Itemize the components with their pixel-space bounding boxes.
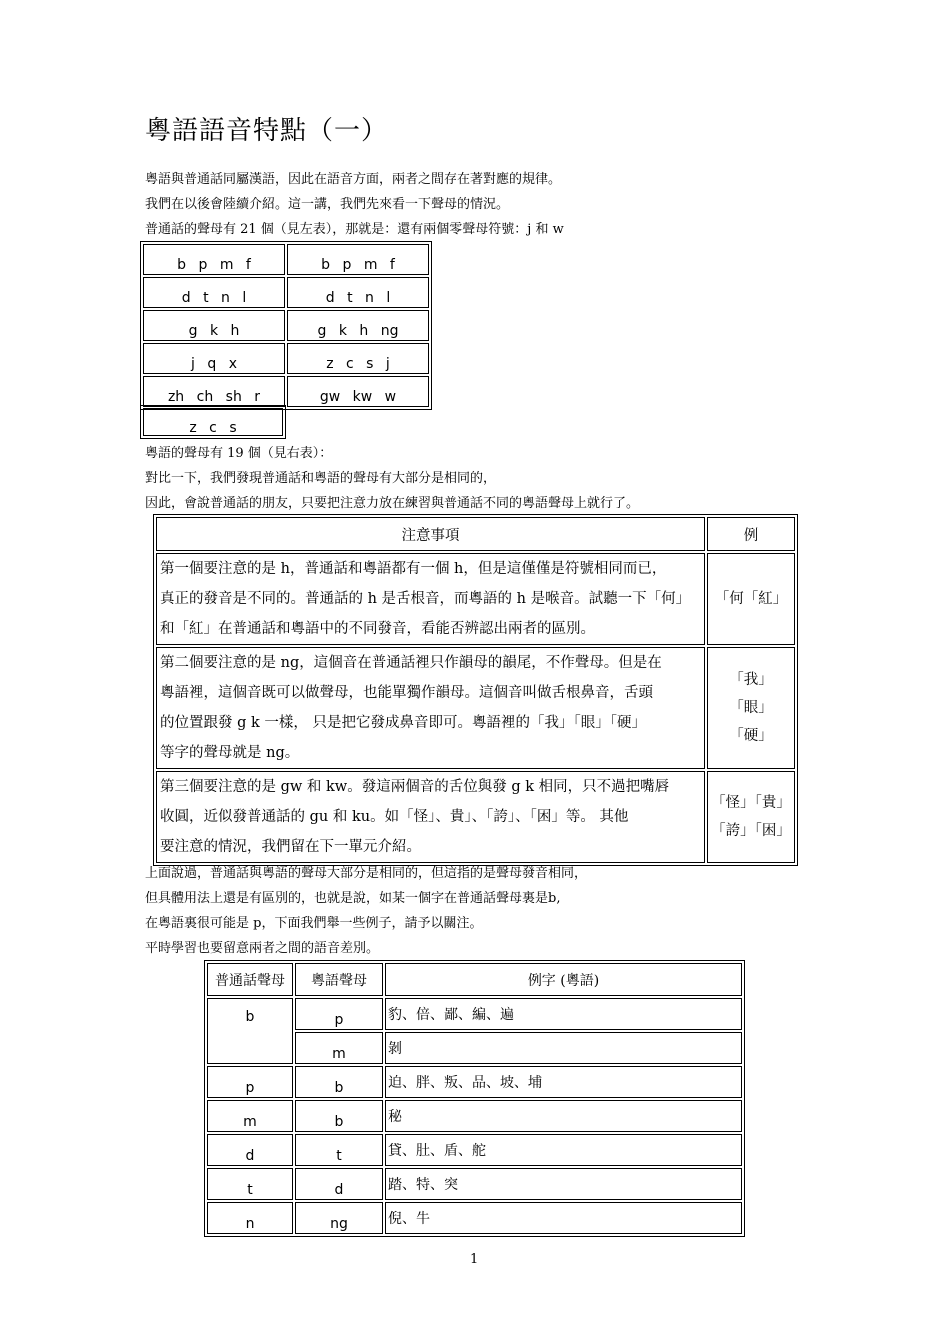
note-line: 第三個要注意的是 gw 和 kw。發這兩個音的舌位與發 g k 相同，只不過把嘴唇 [160, 779, 670, 795]
table-row [143, 277, 429, 308]
column-header-examples: 例字 (粵語) [385, 963, 742, 996]
cantonese-initial: m [295, 1032, 383, 1064]
example-line: 「何「紅」 [714, 591, 788, 607]
note-line: 的位置跟發 g k 一樣， 只是把它發成鼻音即可。粵語裡的「我」「眼」「硬」 [160, 715, 647, 731]
consonant-table [140, 241, 432, 410]
note-line: 要注意的情況，我們留在下一單元介紹。 [160, 839, 421, 855]
mandarin-consonants: j q x [143, 343, 285, 374]
cantonese-consonants: d t n l [287, 277, 429, 308]
body-line-5: 但具體用法上還是有區別的，也就是說，如某一個字在普通話聲母裏是b, [145, 891, 561, 906]
cantonese-initial: b [295, 1066, 383, 1098]
table-row [207, 998, 742, 1030]
note-text [156, 553, 705, 645]
notes-table [153, 514, 798, 866]
table-header-row [156, 517, 795, 551]
note-example [707, 553, 795, 645]
table-row [156, 553, 795, 645]
cantonese-initial: t [295, 1134, 383, 1166]
cantonese-initial: p [295, 998, 383, 1030]
table-row [143, 343, 429, 374]
column-header-mandarin: 普通話聲母 [207, 963, 293, 996]
note-example [707, 647, 795, 769]
cantonese-initial: b [295, 1100, 383, 1132]
table-header-row [207, 963, 742, 996]
table-row [156, 771, 795, 863]
body-line-4: 上面說過，普通話與粵語的聲母大部分是相同的，但這指的是聲母發音相同， [145, 866, 588, 881]
mandarin-initial: d [207, 1134, 293, 1166]
cantonese-initial: ng [295, 1202, 383, 1234]
mandarin-consonants: z c s [143, 408, 283, 436]
body-line-2: 對比一下，我們發現普通話和粵語的聲母有大部分是相同的， [145, 471, 497, 486]
column-header-cantonese: 粵語聲母 [295, 963, 383, 996]
table-row [207, 1134, 742, 1166]
example-line: 「誇」「困」 [711, 823, 791, 839]
note-text [156, 771, 705, 863]
cantonese-consonants: g k h ng [287, 310, 429, 341]
cantonese-consonants: gw kw w [287, 376, 429, 407]
intro-line-1: 粵語與普通話同屬漢語，因此在語音方面，兩者之間存在著對應的規律。 [145, 172, 562, 187]
mandarin-consonants: d t n l [143, 277, 285, 308]
mandarin-initial: m [207, 1100, 293, 1132]
table-row [207, 1100, 742, 1132]
body-line-3: 因此，會說普通話的朋友，只要把注意力放在練習與普通話不同的粵語聲母上就行了。 [145, 496, 640, 511]
example-line: 「眼」 [729, 700, 773, 716]
note-line: 粵語裡，這個音既可以做聲母，也能單獨作韻母。這個音叫做舌根鼻音，舌頭 [160, 685, 653, 701]
mandarin-consonants: b p m f [143, 244, 285, 275]
cantonese-initial: d [295, 1168, 383, 1200]
example-chars: 豹、倍、鄙、編、遍 [385, 998, 742, 1030]
example-line: 「我」 [729, 672, 773, 688]
intro-line-3: 普通話的聲母有 21 個（見左表），那就是：還有兩個零聲母符號：j 和 w [145, 222, 564, 237]
table-row [143, 244, 429, 275]
example-line: 「硬」 [729, 728, 773, 744]
intro-line-2: 我們在以後會陸續介紹。這一講，我們先來看一下聲母的情況。 [145, 197, 510, 212]
note-line: 第二個要注意的是 ng，這個音在普通話裡只作韻母的韻尾，不作聲母。但是在 [160, 655, 662, 671]
example-chars: 倪、牛 [385, 1202, 742, 1234]
mandarin-initial: n [207, 1202, 293, 1234]
example-chars: 剝 [385, 1032, 742, 1064]
mandarin-consonants: g k h [143, 310, 285, 341]
note-example [707, 771, 795, 863]
mandarin-initial: t [207, 1168, 293, 1200]
mandarin-initial: p [207, 1066, 293, 1098]
example-line: 「怪」「貴」 [711, 795, 791, 811]
note-line: 和「紅」在普通話和粵語中的不同發音，看能否辨認出兩者的區別。 [160, 621, 595, 637]
table-row [143, 376, 429, 407]
example-chars: 貸、肚、盾、舵 [385, 1134, 742, 1166]
consonant-table-last-row [140, 405, 286, 439]
initials-mapping-table [204, 960, 745, 1237]
table-row [156, 647, 795, 769]
table-row [207, 1202, 742, 1234]
mandarin-initial: b [207, 998, 293, 1064]
example-chars: 踏、特、突 [385, 1168, 742, 1200]
note-line: 真正的發音是不同的。普通話的 h 是舌根音，而粵語的 h 是喉音。試聽一下「何」 [160, 591, 691, 607]
example-chars: 秘 [385, 1100, 742, 1132]
table-row [143, 310, 429, 341]
body-line-1: 粵語的聲母有 19 個（見右表）： [145, 446, 333, 461]
table-row [207, 1066, 742, 1098]
body-line-7: 平時學習也要留意兩者之間的語音差別。 [145, 941, 380, 956]
example-chars: 迫、胖、叛、品、坡、埔 [385, 1066, 742, 1098]
body-line-6: 在粵語裏很可能是 p，下面我們舉一些例子，請予以關注。 [145, 916, 483, 931]
note-line: 第一個要注意的是 h，普通話和粵語都有一個 h，但是這僅僅是符號相同而已， [160, 561, 667, 577]
cantonese-consonants: b p m f [287, 244, 429, 275]
note-line: 等字的聲母就是 ng。 [160, 745, 300, 761]
page-title: 粵語語音特點（一） [145, 116, 389, 146]
cantonese-consonants: z c s j [287, 343, 429, 374]
page-number: 1 [470, 1252, 479, 1267]
column-header-example: 例 [707, 517, 795, 551]
mandarin-consonants: zh ch sh r [143, 376, 285, 407]
note-line: 收圓，近似發普通話的 gu 和 ku。如「怪」、貴」、「誇」、「困」等。 其他 [160, 809, 629, 825]
note-text [156, 647, 705, 769]
table-row [207, 1168, 742, 1200]
column-header-notes: 注意事項 [156, 517, 705, 551]
